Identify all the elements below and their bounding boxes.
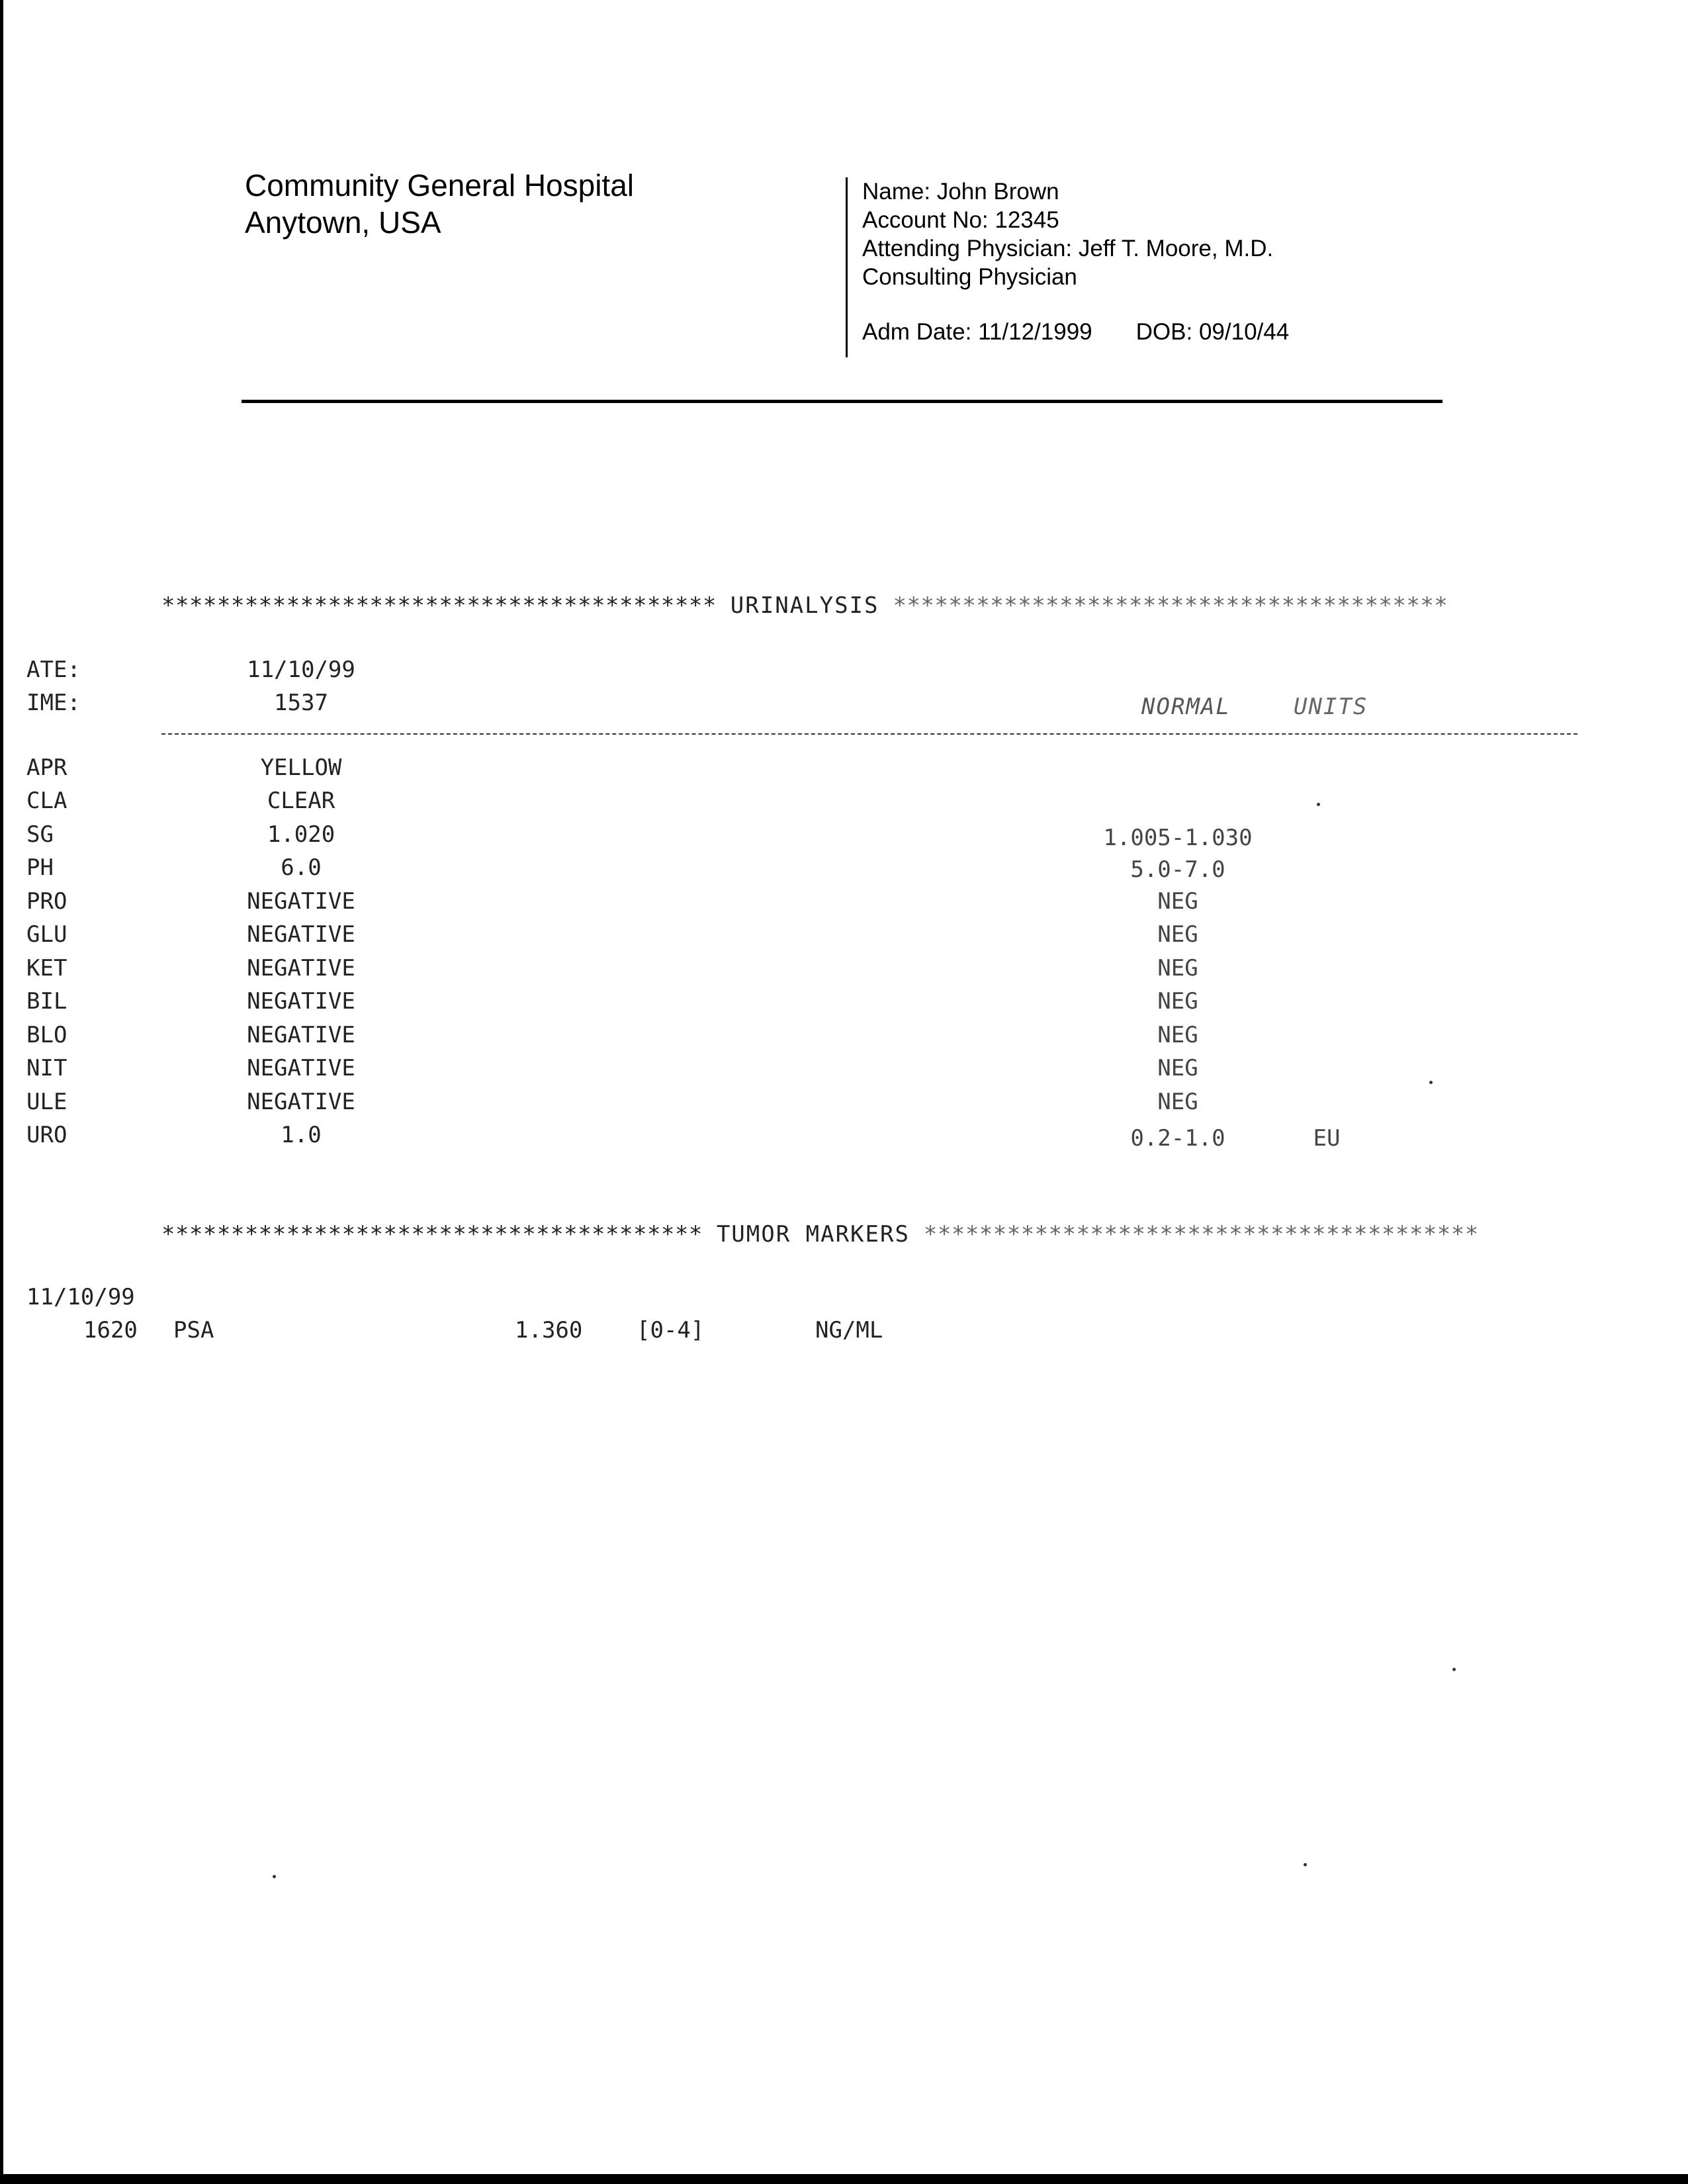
tumor-date: 11/10/99 (26, 1284, 135, 1310)
normal-header: NORMAL (1141, 694, 1231, 720)
hospital-block (245, 167, 634, 241)
test-label: PH (26, 854, 54, 881)
admission-line (862, 318, 1289, 346)
patient-info (862, 177, 1289, 346)
normal-range: NEG (1157, 921, 1198, 948)
header-rule (242, 400, 1443, 403)
admission-date: Adm Date: 11/12/1999 (862, 319, 1092, 345)
normal-range: NEG (1157, 1089, 1198, 1115)
test-label: GLU (26, 921, 67, 948)
test-value: NEGATIVE (247, 888, 355, 915)
normal-range: NEG (1157, 955, 1198, 981)
test-label: PRO (26, 888, 67, 915)
attending-physician: Attending Physician: Jeff T. Moore, M.D. (862, 236, 1274, 261)
scan-border-left (0, 0, 3, 2184)
test-value: NEGATIVE (247, 1055, 355, 1081)
tumor-time: 1620 (83, 1317, 138, 1343)
date-value: 11/10/99 (247, 657, 355, 683)
units-value: EU (1313, 1125, 1341, 1152)
normal-range: 0.2-1.0 (1130, 1125, 1225, 1152)
normal-range: NEG (1157, 1055, 1198, 1081)
test-value: CLEAR (267, 788, 335, 814)
test-label: ULE (26, 1089, 67, 1115)
tumor-units: NG/ML (815, 1317, 883, 1343)
scan-speck (1452, 1668, 1456, 1671)
test-label: APR (26, 754, 67, 781)
tumor-markers-title: TUMOR MARKERS (716, 1221, 910, 1248)
test-value: NEGATIVE (247, 1022, 355, 1048)
tumor-test-name: PSA (173, 1317, 214, 1343)
test-label: CLA (26, 788, 67, 814)
urinalysis-stars-left: **************************************** (161, 592, 717, 619)
test-value: NEGATIVE (247, 988, 355, 1015)
header-divider (846, 177, 848, 357)
scan-border-bottom (0, 2174, 1688, 2184)
normal-range: NEG (1157, 988, 1198, 1015)
hospital-location: Anytown, USA (245, 205, 441, 240)
test-label: BLO (26, 1022, 67, 1048)
hospital-name: Community General Hospital (245, 168, 635, 203)
normal-range: NEG (1157, 888, 1198, 915)
test-value: 1.0 (281, 1122, 322, 1148)
test-label: SG (26, 821, 54, 848)
date-of-birth: DOB: 09/10/44 (1135, 319, 1290, 345)
patient-name: Name: John Brown (862, 179, 1059, 205)
time-label: IME: (26, 690, 81, 716)
normal-range: 5.0-7.0 (1130, 856, 1225, 883)
account-number: Account No: 12345 (862, 207, 1059, 233)
scan-speck (1317, 803, 1320, 806)
test-value: 6.0 (281, 854, 322, 881)
date-label: ATE: (26, 657, 81, 683)
test-value: NEGATIVE (247, 955, 355, 981)
time-value: 1537 (274, 690, 328, 716)
test-value: YELLOW (260, 754, 342, 781)
normal-range: NEG (1157, 1022, 1198, 1048)
scan-speck (273, 1875, 276, 1878)
urinalysis-banner (161, 592, 1448, 619)
test-label: URO (26, 1122, 67, 1148)
urinalysis-stars-right: **************************************** (893, 592, 1448, 619)
tumor-stars-right: **************************************** (923, 1221, 1479, 1248)
scan-speck (1304, 1863, 1307, 1866)
test-value: 1.020 (267, 821, 335, 848)
scan-speck (1429, 1081, 1433, 1084)
tumor-markers-banner (161, 1221, 1479, 1248)
separator-line (161, 733, 1577, 735)
test-value: NEGATIVE (247, 921, 355, 948)
test-label: NIT (26, 1055, 67, 1081)
urinalysis-title: URINALYSIS (730, 592, 879, 619)
tumor-reference-range: [0-4] (637, 1317, 705, 1343)
test-label: BIL (26, 988, 67, 1015)
consulting-physician: Consulting Physician (862, 264, 1077, 290)
normal-range: 1.005-1.030 (1103, 825, 1253, 851)
tumor-result: 1.360 (515, 1317, 583, 1343)
tumor-stars-left: *************************************** (161, 1221, 703, 1248)
test-value: NEGATIVE (247, 1089, 355, 1115)
test-label: KET (26, 955, 67, 981)
units-header: UNITS (1294, 694, 1368, 720)
